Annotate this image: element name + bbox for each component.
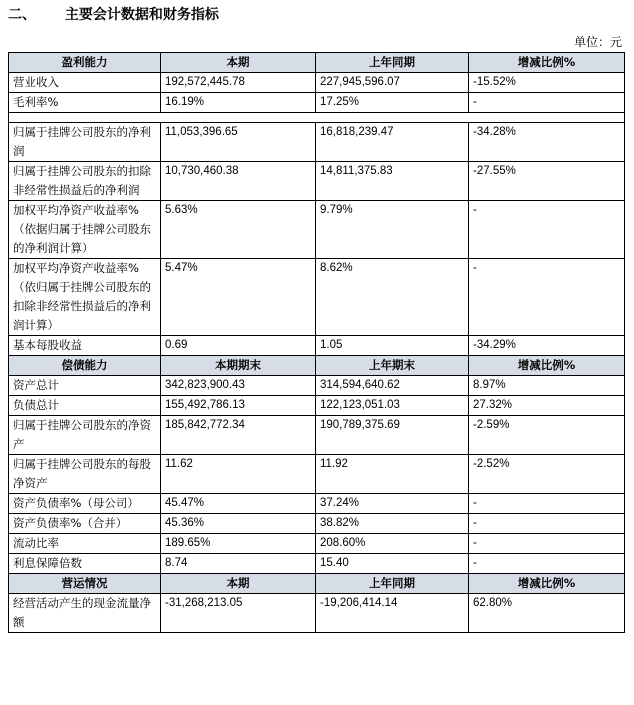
change-percent: -15.52% <box>469 73 625 93</box>
operation-header-row <box>9 574 625 594</box>
column-header: 本期 <box>161 53 316 73</box>
solvency-header-row <box>9 356 625 376</box>
change-percent: - <box>469 514 625 534</box>
unit-label: 单位：元 <box>573 35 622 49</box>
column-header: 增减比例% <box>469 356 625 376</box>
current-value: 155,492,786.13 <box>161 396 316 416</box>
column-header: 营运情况 <box>9 574 161 594</box>
table-row <box>9 259 625 336</box>
prior-value: 15.40 <box>316 554 469 574</box>
row-label: 归属于挂牌公司股东的每股净资产 <box>9 455 161 494</box>
column-header: 增减比例% <box>469 574 625 594</box>
change-percent: 62.80% <box>469 594 625 633</box>
row-label: 毛利率% <box>9 93 161 113</box>
current-value: 11.62 <box>161 455 316 494</box>
table-row <box>9 396 625 416</box>
row-label: 资产负债率%（合并） <box>9 514 161 534</box>
column-header: 上年期末 <box>316 356 469 376</box>
column-header: 偿债能力 <box>9 356 161 376</box>
row-label: 归属于挂牌公司股东的扣除非经常性损益后的净利润 <box>9 162 161 201</box>
prior-value: 38.82% <box>316 514 469 534</box>
current-value: 16.19% <box>161 93 316 113</box>
change-percent: 27.32% <box>469 396 625 416</box>
prior-value: 8.62% <box>316 259 469 336</box>
change-percent: - <box>469 93 625 113</box>
prior-value: 11.92 <box>316 455 469 494</box>
current-value: 0.69 <box>161 336 316 356</box>
prior-value: -19,206,414.14 <box>316 594 469 633</box>
section-heading <box>8 4 219 24</box>
change-percent: -27.55% <box>469 162 625 201</box>
table-row <box>9 93 625 113</box>
current-value: -31,268,213.05 <box>161 594 316 633</box>
column-header: 本期 <box>161 574 316 594</box>
change-percent: - <box>469 554 625 574</box>
change-percent: - <box>469 494 625 514</box>
table-row <box>9 416 625 455</box>
column-header: 上年同期 <box>316 574 469 594</box>
column-header: 本期期末 <box>161 356 316 376</box>
table-row <box>9 494 625 514</box>
row-label: 归属于挂牌公司股东的净资产 <box>9 416 161 455</box>
prior-value: 190,789,375.69 <box>316 416 469 455</box>
table-row <box>9 73 625 93</box>
column-header: 盈利能力 <box>9 53 161 73</box>
current-value: 8.74 <box>161 554 316 574</box>
current-value: 342,823,900.43 <box>161 376 316 396</box>
profit-header-row <box>9 53 625 73</box>
change-percent: - <box>469 259 625 336</box>
current-value: 5.47% <box>161 259 316 336</box>
change-percent: -34.28% <box>469 123 625 162</box>
current-value: 45.36% <box>161 514 316 534</box>
table-row <box>9 554 625 574</box>
row-label: 基本每股收益 <box>9 336 161 356</box>
prior-value: 17.25% <box>316 93 469 113</box>
row-label: 利息保障倍数 <box>9 554 161 574</box>
section-number: 二、 <box>8 6 36 22</box>
row-label: 流动比率 <box>9 534 161 554</box>
change-percent: -34.29% <box>469 336 625 356</box>
spacer-row <box>9 113 625 123</box>
row-label: 加权平均净资产收益率%（依归属于挂牌公司股东的扣除非经常性损益后的净利润计算） <box>9 259 161 336</box>
prior-value: 16,818,239.47 <box>316 123 469 162</box>
row-label: 归属于挂牌公司股东的净利润 <box>9 123 161 162</box>
column-header: 上年同期 <box>316 53 469 73</box>
spacer-cell <box>9 113 625 123</box>
table-row <box>9 455 625 494</box>
financial-table <box>8 52 625 633</box>
change-percent: -2.52% <box>469 455 625 494</box>
current-value: 185,842,772.34 <box>161 416 316 455</box>
prior-value: 227,945,596.07 <box>316 73 469 93</box>
row-label: 负债总计 <box>9 396 161 416</box>
table-row <box>9 594 625 633</box>
table-row <box>9 534 625 554</box>
prior-value: 14,811,375.83 <box>316 162 469 201</box>
prior-value: 208.60% <box>316 534 469 554</box>
prior-value: 1.05 <box>316 336 469 356</box>
table-row <box>9 201 625 259</box>
column-header: 增减比例% <box>469 53 625 73</box>
change-percent: -2.59% <box>469 416 625 455</box>
prior-value: 314,594,640.62 <box>316 376 469 396</box>
row-label: 经营活动产生的现金流量净额 <box>9 594 161 633</box>
row-label: 营业收入 <box>9 73 161 93</box>
current-value: 5.63% <box>161 201 316 259</box>
change-percent: - <box>469 534 625 554</box>
section-title: 主要会计数据和财务指标 <box>64 7 219 23</box>
table-row <box>9 514 625 534</box>
current-value: 192,572,445.78 <box>161 73 316 93</box>
table-row <box>9 162 625 201</box>
prior-value: 122,123,051.03 <box>316 396 469 416</box>
row-label: 资产总计 <box>9 376 161 396</box>
table-row <box>9 336 625 356</box>
current-value: 189.65% <box>161 534 316 554</box>
row-label: 资产负债率%（母公司） <box>9 494 161 514</box>
current-value: 11,053,396.65 <box>161 123 316 162</box>
row-label: 加权平均净资产收益率%（依据归属于挂牌公司股东的净利润计算） <box>9 201 161 259</box>
prior-value: 37.24% <box>316 494 469 514</box>
change-percent: - <box>469 201 625 259</box>
current-value: 10,730,460.38 <box>161 162 316 201</box>
table-row <box>9 376 625 396</box>
prior-value: 9.79% <box>316 201 469 259</box>
table-row <box>9 123 625 162</box>
change-percent: 8.97% <box>469 376 625 396</box>
current-value: 45.47% <box>161 494 316 514</box>
